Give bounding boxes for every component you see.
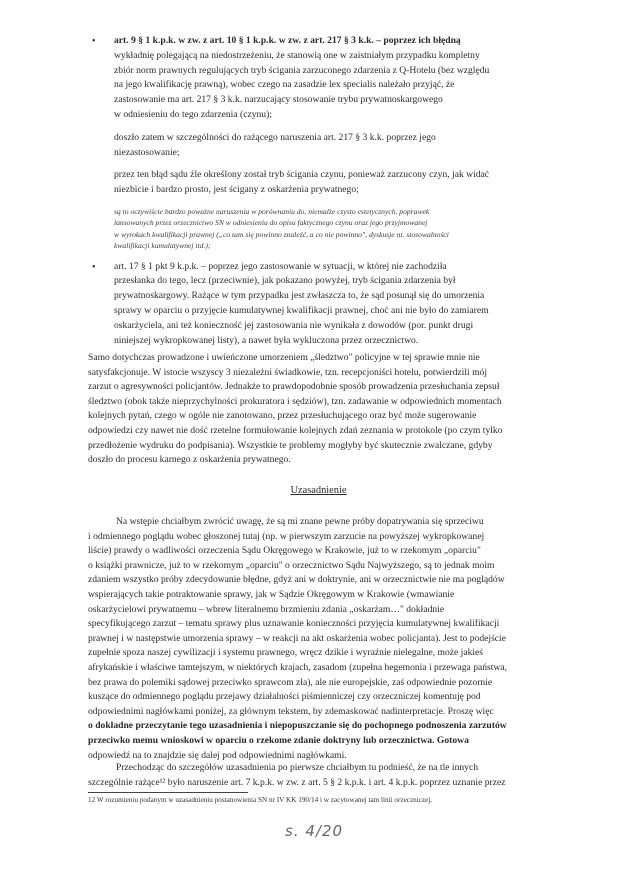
charge-1-text <box>114 34 588 123</box>
list-item <box>88 34 588 123</box>
sub-line: przez ten błąd sądu źle określony został tryb ścigania czynu, ponieważ zarzucony czyn, jak widać <box>114 169 490 181</box>
paragraph-line: kuszące do odmiennego poglądu przejawy działalności piśmienniczej czy orzeczniczej komentuję pod <box>88 691 481 703</box>
paragraph-line: zdaniem wszystko próby zdecydowanie błędne, gdyż ani w doktrynie, ani w orzecznictwie nie ma poglądów <box>88 574 505 586</box>
bullet-icon: • <box>92 261 96 273</box>
note-line: kwalifikacji kumulatywnej itd.); <box>114 241 211 251</box>
paragraph-line: afrykańskie i właściwe tamtejszym, w niektórych krajach, zasadom (zupełna hegemonia i przewaga państwa, <box>88 661 508 673</box>
note-line: lansowanych przez orzecznictwo SN w odniesieniu do opisu faktycznego czynu oraz jego przyjmowanej <box>114 218 428 228</box>
paragraph-line: doszło do procesu karnego z oskarżenia prywatnego. <box>88 454 291 466</box>
charge-1-line: art. 9 § 1 k.p.k. w zw. z art. 10 § 1 k.p.k. w zw. z art. 217 § 3 k.k. – poprzez ich błędną <box>114 35 461 46</box>
paragraph-line: specyfikującego zarzut – tematu sprawy plus uznawanie konieczności przyjęcia kumulatywnej kwalifikacji <box>88 618 500 630</box>
footnote-divider <box>88 792 248 793</box>
paragraph-line: oskarżycielowi prywatnemu – wbrew literalnemu brzmieniu zdania „oskarżam…" dokładnie <box>88 603 445 615</box>
paragraph-line: o książki prawnicze, już to w rzekomym „oparciu" o orzecznictwo Sądu Najwyższego, są to jednak moim <box>88 559 495 571</box>
charges-list <box>88 34 588 348</box>
charge-2-line: prywatnoskargowy. Rażące w tym przypadku jest zwłaszcza to, że sąd posunął się do umorzenia <box>114 290 485 302</box>
paragraph-line: satysfakcjonuje. W istocie wszyscy 3 niezależni świadkowie, tzn. recepcjoniści hotelu, potwierdzili mój <box>88 366 488 378</box>
sub-line: niezastosowanie; <box>114 146 180 158</box>
charge-2-line: sprawy w oparciu o przyjęcie kumulatywnej kwalifikacji prawnej, choć ani nie było do zamiarem <box>114 304 489 316</box>
paragraph-line: kolejnych pytań, czego w ogóle nie zanotowano, przez przesłuchującego oraz być może sugerowanie <box>88 410 477 422</box>
paragraph-line: Na wstępie chciałbym zwrócić uwagę, że są mi znane pewne próby dopatrywania się sprzeciwu <box>116 516 484 527</box>
paragraph-line: odpowiedź na to znajdzie się dalej pod odpowiednimi nagłówkami. <box>88 749 347 761</box>
charge-2-line: oskarżyciela, ani też konieczność jej zastosowania nie wynikała z dowodów (por. punkt drugi <box>114 319 474 331</box>
paragraph-line: i odmiennego poglądu wobec głoszonej tutaj (np. w pierwszym zarzucie na powyższej wykropkowanej <box>88 530 485 542</box>
paragraph-line: odpowiednimi nagłówkami poniżej, za głównym tekstem, by zdemaskować nadinterpretacje. Proszę więc <box>88 705 494 717</box>
paragraph-details <box>88 761 590 790</box>
charge-2-text <box>114 260 588 349</box>
note-line: są to oczywiście bardzo poważne naruszenia w porównaniu do, niemalże czysto estetycznych, poprawek <box>114 206 430 216</box>
note-line: w wyrokach kwalifikacji prawnej („co tam się powinno znaleźć, a co nie powinno", dyskusje nt. stosowalności <box>114 229 449 239</box>
paragraph-line: odpowiedzi czy nawet nie dość rzetelne formułowanie kolejnych zdań zeznania w protokole (po czym tylko <box>88 424 503 436</box>
charge-2-line: przesłanka do tego, lecz (przeciwnie), jak pokazano powyżej, tryb ścigania zdarzenia był <box>114 275 456 287</box>
page-number-handwritten: s. 4/20 <box>285 822 344 840</box>
paragraph-line: liście) prawdy o wadliwości orzeczenia Sądu Okręgowego w Krakowie, już to w rzekomym „oparciu" <box>88 545 481 557</box>
paragraph-line: zarzut o agresywności policjantów. Jednakże to prawdopodobnie sposób prowadzenia przesłuchania zepsuł <box>88 381 500 393</box>
paragraph-line: przedłożenie wydruku do podpisania). Wszystkie te problemy mogłyby być skutecznie zwalczane, gdyby <box>88 439 493 451</box>
paragraph-line: o dokładne przeczytanie tego uzasadnienia i niepopuszczanie się do pochopnego podnoszenia zarzutów <box>88 720 507 732</box>
charge-1-line: w odniesieniu do tego zdarzenia (czynu); <box>114 108 272 120</box>
footnote: 12 W rozumieniu podanym w uzasadnieniu postanowienia SN nr IV KK 190/14 i w zacytowanej tam linii orzeczniczej. <box>88 796 433 804</box>
section-heading: Uzasadnienie <box>290 485 347 496</box>
sub-line: niezbicie i bardzo prosto, jest ścigany z oskarżenia prywatnego; <box>114 184 359 196</box>
paragraph-line: wspierających takie potraktowanie sprawy, jak w Sądzie Okręgowym w Krakowie (wmawianie <box>88 588 455 600</box>
paragraph-investigation <box>88 351 590 468</box>
charge-1-sub-2 <box>88 168 588 198</box>
charge-1-line: zastosowanie ma art. 217 § 3 k.k. narzucający stosowanie trybu prywatnoskargowego <box>114 94 443 106</box>
paragraph-line: śledztwo (obok także nieprzychylności prokuratora i sędziów), tzn. zadawanie w odpowiednich momentach <box>88 395 502 407</box>
paragraph-line: prawnej i w następstwie umorzenia sprawy – w reakcji na akt oskarżenia wobec policjanta). Jest to podejście <box>88 632 506 644</box>
bullet-icon: • <box>92 36 96 47</box>
charge-1-note <box>88 206 588 252</box>
paragraph-line: zupełnie spoza naszej cywilizacji i systemu prawnego, wręcz dzikie i wyraźnie nielegalne, może jakieś <box>88 647 484 659</box>
charge-1-line: wykładnię polegającą na niedostrzeżeniu, że stanowią one w zaistniałym przypadku kompletny <box>114 49 480 61</box>
paragraph-line: Samo dotychczas prowadzone i uwieńczone umorzeniem „śledztwo" policyjne w tej sprawie mnie nie <box>88 352 480 363</box>
paragraph-line: przeciwko memu wnioskowi w oparciu o rzekome zdanie doktryny lub orzecznictwa. Gotowa <box>88 734 469 746</box>
charge-1-sub-1 <box>88 131 588 161</box>
sub-line: doszło zatem w szczególności do rażącego naruszenia art. 217 § 3 k.k. poprzez jego <box>114 131 436 143</box>
charge-2-line: niniejszej wykropkowanej listy), a nawet była wykluczona przez orzecznictwo. <box>114 334 419 346</box>
paragraph-line: Przechodząc do szczegółów uzasadnienia po pierwsze chciałbym tu podnieść, że na tle innych <box>116 762 479 773</box>
paragraph-line: bez prawa do polemiki sądowej przeciwko sprawcom zła), ale nie europejskie, zaś odpowiednie pozornie <box>88 676 493 688</box>
charge-1-line: na jego kwalifikację prawną), wobec czego na zasadzie lex specialis należało przyjąć, że <box>114 79 455 91</box>
paragraph-line: szczególnie rażące¹² było naruszenie art. 7 k.p.k. w zw. z art. 5 § 2 k.p.k. i art. 4 k.p.k. poprzez uznanie przez <box>88 776 506 788</box>
charge-2-line: art. 17 § 1 pkt 9 k.p.k. – poprzez jego zastosowanie w sytuacji, w której nie zachodziła <box>114 260 447 272</box>
list-item <box>88 260 588 349</box>
paragraph-justification <box>88 515 590 763</box>
charge-1-line: zbiór norm prawnych regulujących tryb ścigania zarzuconego zdarzenia z Q-Hotelu (bez względu <box>114 64 490 76</box>
